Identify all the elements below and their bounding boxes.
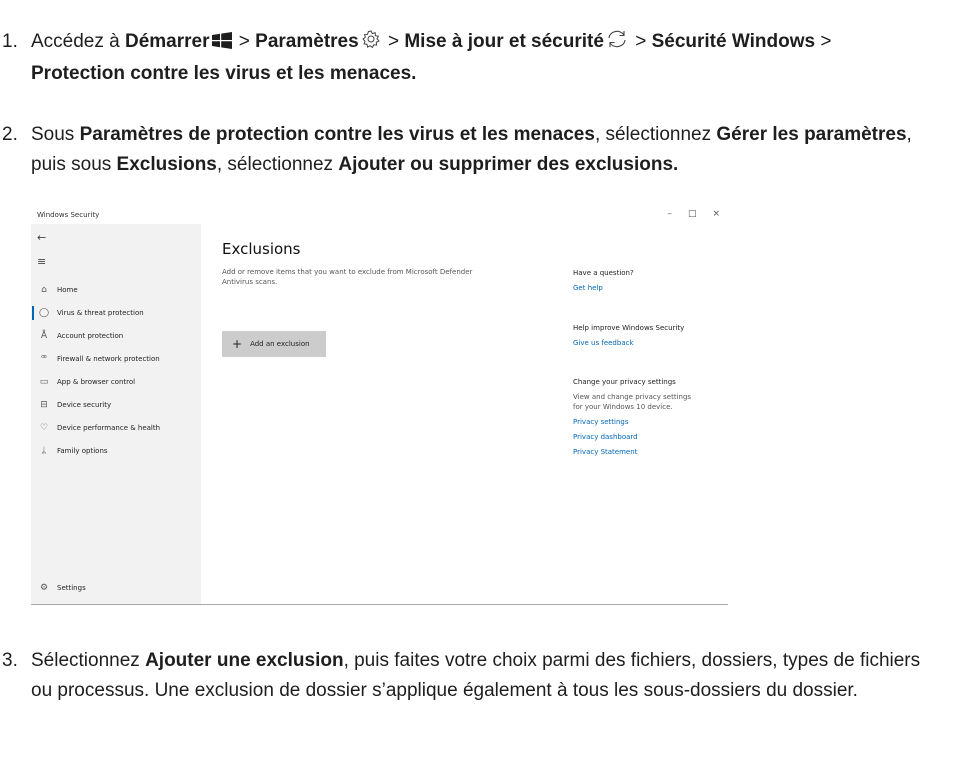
- sidebar: [31, 224, 201, 604]
- nav-family-options: ᛦ Family options: [31, 443, 201, 459]
- step-number: 2.: [2, 124, 18, 145]
- wifi-icon: ꟹ: [41, 354, 47, 364]
- laptop-icon: ⊟: [40, 400, 48, 410]
- step-1: [0, 27, 930, 89]
- gear-icon: ⚙: [39, 583, 49, 593]
- privacy-settings-link: Privacy settings: [573, 418, 629, 426]
- privacy-statement-link: Privacy Statement: [573, 448, 638, 456]
- step-2: [0, 120, 930, 180]
- nav-settings: ⚙ Settings: [31, 580, 201, 596]
- maximize-icon: □: [687, 209, 697, 219]
- step-number: 3.: [2, 650, 18, 671]
- exclusions-description: Add or remove items that you want to exclude from Microsoft Defender Antivirus scans.: [222, 268, 473, 286]
- sync-icon: [606, 29, 628, 59]
- heart-icon: ♡: [39, 423, 49, 433]
- windows-logo-icon: [212, 29, 232, 59]
- nav-device-performance: ♡ Device performance & health: [31, 420, 201, 436]
- feedback-section: Help improve Windows Security Give us feedback: [573, 323, 713, 348]
- nav-app-browser: ▭ App & browser control: [31, 374, 201, 390]
- nav-home: ⌂ Home: [31, 282, 201, 298]
- start-menu-label: Démarrer: [125, 31, 210, 52]
- feedback-link: Give us feedback: [573, 339, 634, 347]
- help-section: Have a question? Get help: [573, 268, 713, 293]
- nav-virus-threat-protection: ◯ Virus & threat protection: [31, 305, 201, 321]
- family-icon: ᛦ: [41, 446, 47, 456]
- close-icon: ×: [712, 209, 720, 219]
- exclusions-heading: Exclusions: [222, 240, 301, 258]
- nav-device-security: ⊟ Device security: [31, 397, 201, 413]
- step-text: Sous Paramètres de protection contre les virus et les menaces, sélectionnez Gérer les paramètres, puis sous Exclusions, sélectionnez Ajouter ou supprimer des exclusions.: [31, 124, 912, 175]
- nav-firewall: ꟹ Firewall & network protection: [31, 351, 201, 367]
- person-icon: Å: [40, 331, 48, 341]
- window-controls: [667, 209, 720, 219]
- window-icon: ▭: [39, 377, 49, 387]
- back-arrow-icon: ←: [37, 231, 47, 244]
- step-text: Accédez à Démarrer > Paramètres > Mise à jour et sécurité > Sécurité Windows > Protection contre les virus et les menaces.: [31, 31, 832, 84]
- gear-icon: [361, 29, 381, 59]
- minimize-icon: –: [667, 209, 672, 219]
- window-title: Windows Security: [37, 211, 100, 219]
- get-help-link: Get help: [573, 284, 603, 292]
- nav-account-protection: Å Account protection: [31, 328, 201, 344]
- step-text: Sélectionnez Ajouter une exclusion, puis faites votre choix parmi des fichiers, dossiers, types de fichiers ou processus. Une exclusion de dossier s’applique également à tous les sous-dossiers du dossier.: [31, 650, 921, 701]
- home-icon: ⌂: [41, 285, 47, 295]
- hamburger-icon: ≡: [37, 255, 47, 268]
- privacy-section: Change your privacy settings View and change privacy settings for your Windows 10 device. Privacy settings Privacy dashboard Privacy Statement: [573, 377, 713, 457]
- plus-icon: +: [232, 337, 243, 351]
- shield-icon: ◯: [38, 308, 50, 318]
- windows-security-screenshot: [31, 206, 728, 605]
- step-number: 1.: [2, 31, 18, 52]
- add-exclusion-button: + Add an exclusion: [222, 331, 326, 357]
- privacy-dashboard-link: Privacy dashboard: [573, 433, 638, 441]
- step-3: [0, 646, 930, 706]
